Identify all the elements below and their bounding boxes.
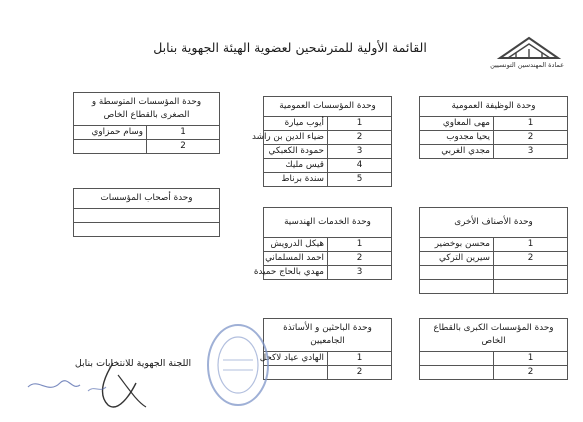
table-row: 1 وسام حمزاوي — [74, 126, 220, 140]
table-row: 1 مهى المعاوي — [420, 117, 568, 131]
table-row — [420, 280, 568, 294]
table-row: 3 حمودة الكعبكي — [264, 145, 392, 159]
table-row: 1 محسن بوخضير — [420, 238, 568, 252]
table-row: 2 — [264, 366, 392, 380]
table-row: 2 احمد المسلماني — [264, 252, 392, 266]
table-row: 2 — [420, 366, 568, 380]
table-row: 3 مجدي الغربي — [420, 145, 568, 159]
table-row: 1 هيكل الدرويش — [264, 238, 392, 252]
page-title: القائمة الأولية للمترشحين لعضوية الهيئة الجهوية بنابل — [153, 40, 427, 55]
unit-title: وحدة المؤسسات العمومية — [264, 97, 392, 117]
table-row: 1 الهادي عياد لاكحل — [264, 352, 392, 366]
unit-title: وحدة الوظيفة العمومية — [420, 97, 568, 117]
unit-title: وحدة الأصناف الأخرى — [420, 208, 568, 238]
unit-title: وحدة أصحاب المؤسسات — [74, 189, 220, 209]
official-stamp — [205, 322, 271, 408]
unit-title: وحدة الباحثين و الأساتذة الجامعيين — [264, 319, 392, 352]
unit-large-private — [419, 318, 568, 380]
unit-other-categories — [419, 207, 568, 294]
table-row: 1 — [420, 352, 568, 366]
unit-sme-private — [73, 92, 220, 154]
unit-engineering-services — [253, 207, 392, 280]
table-row: 4 قيس مليك — [264, 159, 392, 173]
logo-caption: عمادة المهندسين التونسيين — [490, 61, 564, 69]
election-committee-label: اللجنة الجهوية للانتخابات بنابل — [74, 358, 192, 369]
unit-title: وحدة المؤسسات المتوسطة و الصغرى بالقطاع الخاص — [74, 93, 220, 126]
table-row: 3 مهدي بالحاج حميدة — [264, 266, 392, 280]
table-row — [420, 266, 568, 280]
table-row: 2 ضياء الدين بن راشد — [264, 131, 392, 145]
table-row: 2 — [74, 140, 220, 154]
unit-researchers — [259, 318, 392, 380]
unit-public-function — [419, 96, 568, 159]
table-row — [74, 223, 220, 237]
table-row: 5 سندة برناط — [264, 173, 392, 187]
unit-title: وحدة الخدمات الهندسية — [264, 208, 392, 238]
table-row: 2 سيرين التركي — [420, 252, 568, 266]
table-row: 2 يحيا مجدوب — [420, 131, 568, 145]
unit-business-owners — [73, 188, 220, 237]
unit-title: وحدة المؤسسات الكبرى بالقطاع الخاص — [420, 319, 568, 352]
table-row — [74, 209, 220, 223]
unit-public-institutions — [251, 96, 392, 187]
table-row: 1 أيوب ميارة — [264, 117, 392, 131]
